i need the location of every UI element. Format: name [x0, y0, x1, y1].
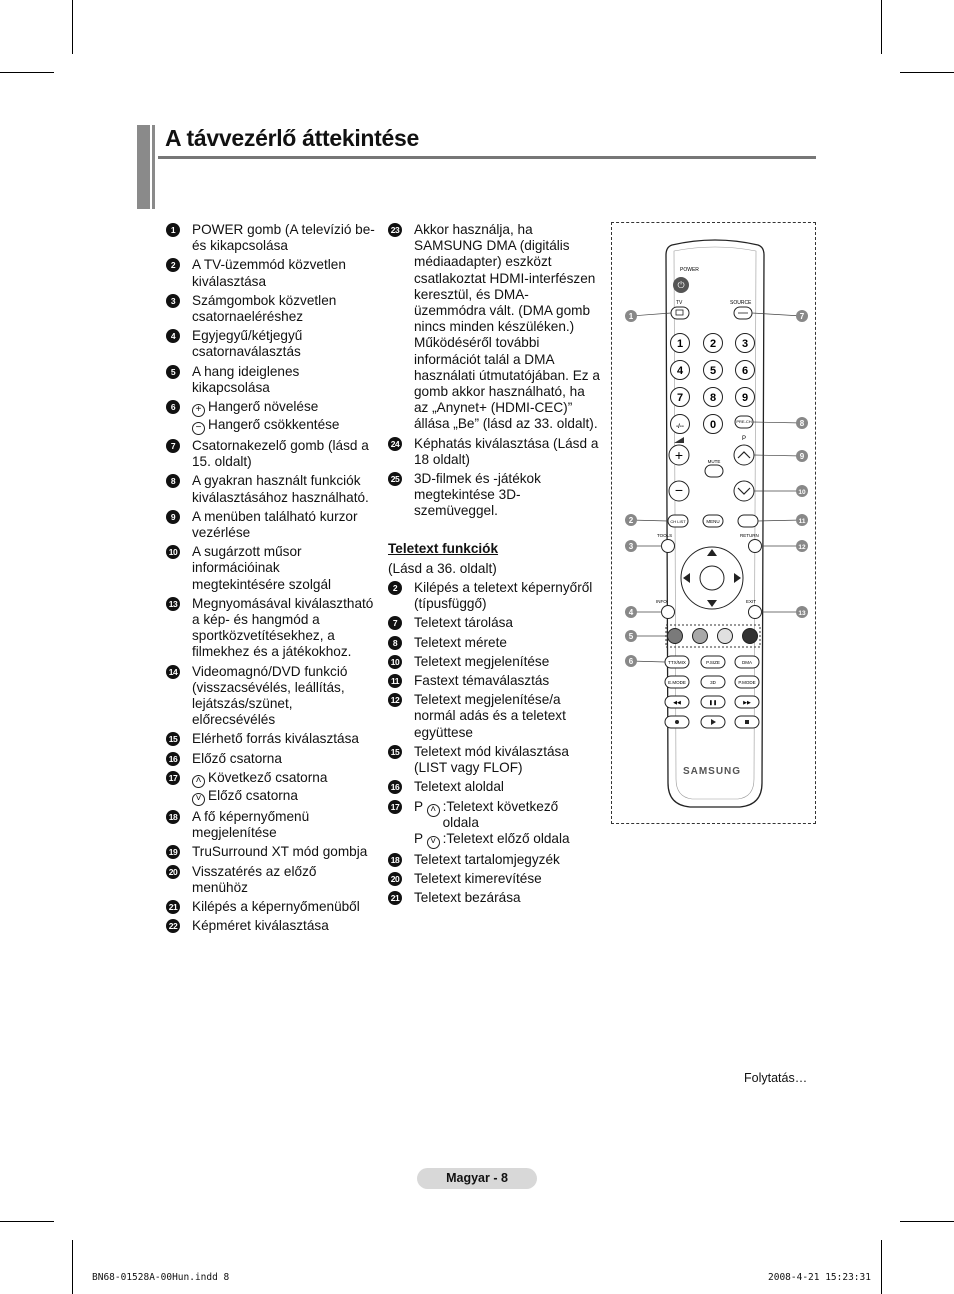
item-subline: [192, 788, 376, 806]
svg-text:CH LIST: CH LIST: [670, 519, 686, 524]
svg-text:7: 7: [799, 312, 805, 321]
right-column: [388, 222, 600, 910]
list-item: [166, 328, 376, 360]
svg-text:3: 3: [628, 542, 634, 551]
return-button: [749, 540, 762, 553]
list-item: [166, 438, 376, 470]
mute-label: MUTE: [707, 459, 721, 464]
item-number-badge: 4: [166, 329, 180, 343]
list-item: [166, 751, 376, 767]
list-item: [166, 844, 376, 860]
list-item: [388, 673, 600, 689]
item-text: Teletext megjelenítése/a normál adás és a teletext együttese: [414, 692, 566, 740]
svg-text:TOOLS: TOOLS: [657, 533, 673, 538]
green-button: [693, 629, 708, 644]
list-item: [166, 770, 376, 806]
crop-mark: [900, 1221, 954, 1222]
list-item: [166, 918, 376, 934]
item-text: P: [414, 830, 423, 846]
list-item: [388, 654, 600, 670]
crop-mark: [881, 1240, 882, 1294]
item-text: Hangerő csökkentése: [208, 417, 340, 433]
teletext-list: [388, 580, 600, 906]
chevron-down-icon: ˅: [192, 793, 205, 806]
item-text: A sugárzott műsor információinak megtekintésére szolgál: [192, 544, 332, 592]
svg-text:13: 13: [798, 610, 806, 617]
svg-text:12: 12: [798, 544, 806, 551]
list-item: [166, 596, 376, 661]
svg-text:−: −: [674, 482, 684, 498]
blue-button: [743, 629, 758, 644]
item-text: Számgombok közvetlen csatornaeléréshez: [192, 292, 337, 325]
svg-text:8: 8: [709, 392, 717, 404]
svg-text:P: P: [741, 436, 747, 442]
list-item: [166, 222, 376, 254]
item-number-badge: 7: [388, 616, 402, 630]
svg-text:9: 9: [799, 452, 805, 461]
crop-mark: [72, 1240, 73, 1294]
svg-text:2: 2: [628, 516, 634, 525]
item-number-badge: 19: [166, 845, 180, 859]
item-text: A hang ideiglenes kikapcsolása: [192, 363, 300, 395]
list-item: [388, 852, 600, 868]
red-button: [668, 629, 683, 644]
item-number-badge: 16: [166, 752, 180, 766]
item-text: Előző csatorna: [192, 750, 282, 766]
svg-text:11: 11: [798, 518, 806, 525]
item-text: Elérhető forrás kiválasztása: [192, 731, 359, 747]
svg-text:9: 9: [741, 392, 749, 404]
item-text: Következő csatorna: [208, 769, 328, 785]
item-text: Fastext témaválasztás: [414, 673, 550, 689]
item-text: Teletext kimerevítése: [414, 871, 542, 887]
item-text: POWER gomb (A televízió be- és kikapcsolása: [192, 222, 375, 254]
item-number-badge: 7: [166, 439, 180, 453]
list-item: [166, 864, 376, 896]
remote-illustration-box: [611, 222, 816, 824]
list-item: [388, 580, 600, 612]
list-item: [388, 471, 600, 520]
item-text: Előző csatorna: [208, 787, 298, 803]
svg-text:6: 6: [628, 657, 634, 666]
svg-text:P.MODE: P.MODE: [738, 680, 756, 685]
item-number-badge: 25: [388, 472, 402, 486]
item-subline: [414, 799, 600, 831]
crop-mark: [0, 72, 54, 73]
svg-text:RETURN: RETURN: [740, 533, 759, 538]
item-text: Egyjegyű/kétjegyű csatornaválasztás: [192, 328, 303, 360]
continued-text: Folytatás…: [744, 1071, 808, 1085]
item-number-badge: 2: [388, 581, 402, 595]
list-item: [388, 615, 600, 631]
list-item: [166, 731, 376, 747]
item-text: Megnyomásával kiválasztható a kép- és hangmód a sportközvetítésekhez, a filmekhez és a játékokhoz.: [192, 595, 374, 660]
srs-button: [738, 515, 758, 527]
title-accent-bar: [137, 125, 150, 209]
yellow-button: [718, 629, 733, 644]
item-number-badge: 12: [388, 693, 402, 707]
left-column: [166, 222, 376, 937]
item-number-badge: 24: [388, 437, 402, 451]
svg-text:7: 7: [676, 392, 684, 404]
crop-mark: [900, 72, 954, 73]
list-item: [166, 899, 376, 915]
chevron-up-icon: ˄: [427, 804, 440, 817]
list-item: [388, 222, 600, 433]
item-number-badge: 8: [388, 636, 402, 650]
item-text: Teletext bezárása: [414, 890, 521, 906]
svg-text:E.MODE: E.MODE: [668, 680, 686, 685]
chevron-up-icon: ˄: [192, 775, 205, 788]
svg-text:5: 5: [628, 632, 634, 641]
svg-text:-/--: -/--: [676, 424, 684, 430]
item-number-badge: 18: [166, 810, 180, 824]
power-label: POWER: [680, 267, 699, 273]
svg-text:PRE-CH: PRE-CH: [736, 419, 752, 424]
item-text: Képhatás kiválasztása (Lásd a 18 oldalt): [414, 435, 599, 467]
item-number-badge: 13: [166, 597, 180, 611]
tv-button: [671, 307, 689, 319]
power-icon: ⏻: [677, 280, 685, 290]
item-number-badge: 18: [388, 853, 402, 867]
svg-text:❚❚: ❚❚: [708, 700, 718, 706]
footer-file-info: BN68-01528A-00Hun.indd 8: [92, 1272, 230, 1283]
svg-text:◀◀: ◀◀: [673, 700, 681, 706]
svg-text:+: +: [674, 447, 684, 463]
list-item: [388, 779, 600, 795]
title-accent-bar: [152, 125, 155, 209]
item-number-badge: 10: [166, 545, 180, 559]
item-text: A menüben található kurzor vezérlése: [192, 508, 358, 541]
item-text: Akkor használja, ha SAMSUNG DMA (digitális médiaadapter) eszközt csatlakoztat HDMI-interfészen keresztül, és DMA-üzemmódra vált. (DMA gomb nincs minden készüléken.) Működéséről további információt talál a DMA használati útmutatójában. Ez a gomb akkor használható, ha az „Anynet+ (HDMI-CEC)” állása „Be” (lásd az 33. oldalt).: [414, 222, 600, 432]
list-item: [166, 293, 376, 325]
item-number-badge: 15: [388, 745, 402, 759]
item-text: Teletext tartalomjegyzék: [414, 851, 560, 867]
item-text: Csatornakezelő gomb (lásd a 15. oldalt): [192, 438, 369, 470]
remote-control-illustration: [612, 223, 815, 823]
list-item: [388, 744, 600, 776]
page-number-badge: Magyar - 8: [417, 1168, 537, 1189]
samsung-logo: SAMSUNG: [682, 766, 742, 777]
item-number-badge: 21: [388, 891, 402, 905]
svg-text:0: 0: [709, 419, 717, 431]
item-text: A fő képernyőmenü megjelenítése: [192, 808, 310, 841]
tv-label: TV: [676, 300, 683, 306]
item-text: :Teletext előző oldala: [442, 830, 570, 846]
svg-text:10: 10: [798, 489, 806, 496]
tools-button: [662, 540, 675, 553]
item-text: TruSurround XT mód gombja: [192, 844, 368, 860]
svg-text:INFO: INFO: [656, 599, 667, 604]
item-number-badge: 8: [166, 474, 180, 488]
item-number-badge: 21: [166, 900, 180, 914]
mute-button: [705, 465, 723, 477]
teletext-heading: Teletext funkciók: [388, 540, 499, 556]
list-item: [388, 799, 600, 849]
item-number-badge: 9: [166, 510, 180, 524]
item-text: A TV-üzemmód közvetlen kiválasztása: [192, 257, 346, 289]
item-text: Kilépés a képernyőmenüből: [192, 898, 360, 914]
item-text: Képméret kiválasztása: [192, 918, 329, 934]
info-button: [662, 606, 675, 619]
item-text: Videomagnó/DVD funkció (visszacsévélés, leállítás, lejátszás/szünet, előrecsévélés: [192, 663, 348, 728]
item-number-badge: 20: [388, 872, 402, 886]
item-number-badge: 23: [388, 223, 402, 237]
plus-circle-icon: +: [192, 404, 205, 417]
list-item: [388, 436, 600, 468]
list-item: [388, 890, 600, 906]
footer-timestamp: 2008-4-21 15:23:31: [768, 1272, 871, 1283]
list-item: [166, 544, 376, 593]
item-subline: [192, 770, 376, 788]
minus-circle-icon: −: [192, 422, 205, 435]
svg-text:EXIT: EXIT: [746, 599, 757, 604]
list-item: [166, 473, 376, 505]
crop-mark: [0, 1221, 54, 1222]
svg-text:P.SIZE: P.SIZE: [706, 660, 720, 665]
svg-text:5: 5: [709, 365, 717, 377]
item-number-badge: 16: [388, 780, 402, 794]
svg-text:4: 4: [676, 365, 684, 377]
crop-mark: [881, 0, 882, 54]
svg-text:1: 1: [628, 312, 634, 321]
svg-text:1: 1: [676, 338, 684, 350]
list-item: [166, 364, 376, 396]
item-text: Teletext tárolása: [414, 615, 513, 631]
item-number-badge: 14: [166, 665, 180, 679]
item-text: Teletext mérete: [414, 634, 507, 650]
list-item: [388, 692, 600, 741]
svg-text:6: 6: [741, 365, 749, 377]
list-item: [166, 399, 376, 435]
svg-text:MENU: MENU: [706, 519, 720, 524]
item-number-badge: 11: [388, 674, 402, 688]
list-item: [388, 635, 600, 651]
exit-button: [749, 606, 762, 619]
item-text: A gyakran használt funkciók kiválasztásához használható.: [192, 473, 369, 505]
source-label: SOURCE: [730, 300, 752, 306]
item-subline: [414, 831, 600, 849]
svg-text:TTX/MIX: TTX/MIX: [668, 660, 686, 665]
svg-text:▶▶: ▶▶: [743, 700, 751, 706]
item-number-badge: 20: [166, 865, 180, 879]
item-number-badge: 17: [166, 771, 180, 785]
crop-mark: [72, 0, 73, 54]
list-item: [166, 257, 376, 289]
svg-text:8: 8: [799, 419, 805, 428]
item-text: Visszatérés az előző menühöz: [192, 863, 317, 895]
svg-text:DMA: DMA: [742, 660, 752, 665]
item-text: 3D-filmek és -játékok megtekintése 3D-szemüveggel.: [414, 471, 541, 519]
svg-text:2: 2: [709, 338, 717, 350]
list-item: [166, 509, 376, 541]
item-text: P: [414, 798, 423, 814]
item-number-badge: 22: [166, 919, 180, 933]
item-number-badge: 5: [166, 365, 180, 379]
item-text: Teletext megjelenítése: [414, 653, 550, 669]
svg-text:3: 3: [741, 338, 749, 350]
item-number-badge: 2: [166, 258, 180, 272]
item-text: Teletext aloldal: [414, 779, 504, 795]
list-item: [166, 664, 376, 729]
svg-text:3D: 3D: [710, 680, 716, 685]
item-text: Hangerő növelése: [208, 399, 319, 415]
item-text: Teletext mód kiválasztása (LIST vagy FLOF): [414, 743, 569, 776]
item-number-badge: 10: [388, 655, 402, 669]
list-item: [388, 871, 600, 887]
item-subline: [192, 399, 376, 417]
svg-text:4: 4: [628, 608, 634, 617]
title-rule: [158, 156, 816, 159]
item-number-badge: 6: [166, 400, 180, 414]
item-number-badge: 3: [166, 294, 180, 308]
page-title: A távvezérlő áttekintése: [165, 125, 420, 151]
item-number-badge: 15: [166, 732, 180, 746]
item-subline: [192, 417, 376, 435]
teletext-subheading: (Lásd a 36. oldalt): [388, 560, 497, 576]
item-number-badge: 1: [166, 223, 180, 237]
right-list: [388, 222, 600, 520]
item-text: :Teletext következő oldala: [442, 798, 559, 830]
list-item: [166, 809, 376, 841]
item-number-badge: 17: [388, 800, 402, 814]
chevron-down-icon: ˅: [427, 836, 440, 849]
item-text: Kilépés a teletext képernyőről (típusfüggő): [414, 580, 593, 612]
